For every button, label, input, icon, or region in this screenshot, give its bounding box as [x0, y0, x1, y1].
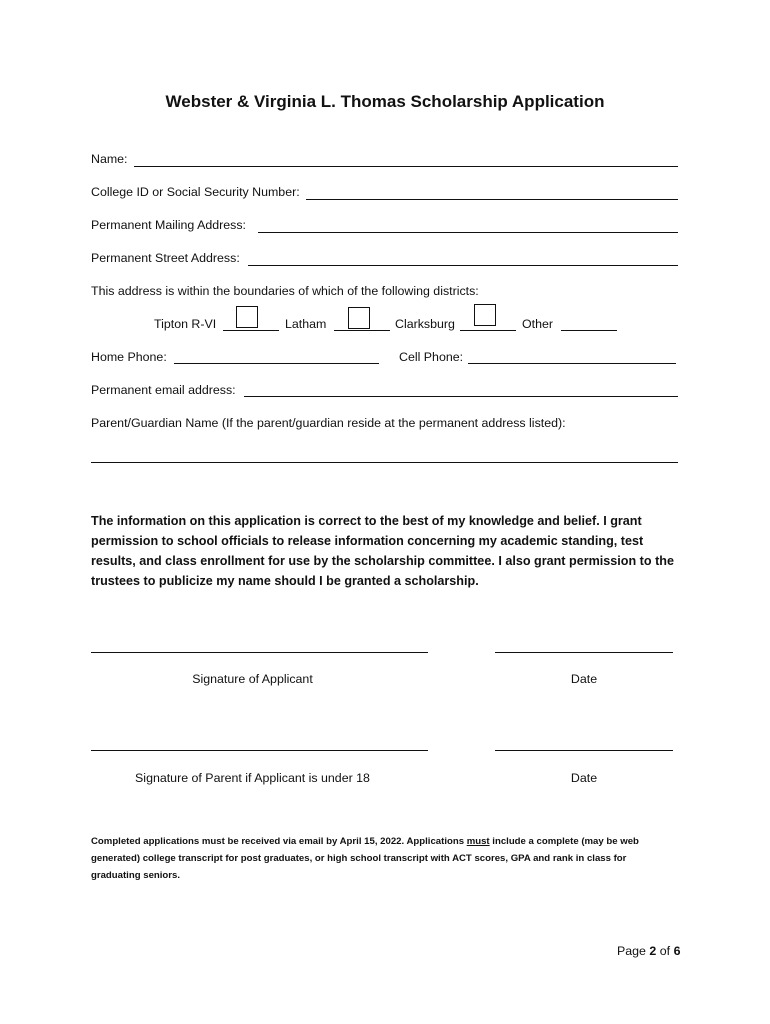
note-emphasis: must [466, 836, 490, 847]
note-text-before: Completed applications must be received via email by April 15, 2022. Applications [91, 836, 467, 847]
college-id-field-line[interactable] [306, 199, 678, 200]
note-text-after: include a complete (may be web generated) college transcript for post graduates, or high school transcript with ACT scores, GPA and rank in class for graduating seniors. [91, 836, 639, 881]
home-phone-label: Home Phone: [91, 350, 167, 364]
applicant-signature-line[interactable] [91, 652, 428, 653]
street-address-label: Permanent Street Address: [91, 251, 240, 265]
name-label: Name: [91, 152, 128, 166]
name-field-line[interactable] [134, 166, 678, 167]
parent-date-caption: Date [570, 771, 598, 785]
cell-phone-field-line[interactable] [468, 363, 676, 364]
district-latham-line [334, 330, 390, 331]
parent-signature-caption: Signature of Parent if Applicant is under 18 [135, 771, 370, 785]
district-other-label: Other [522, 317, 553, 331]
declaration-text: The information on this application is correct to the best of my knowledge and belief. I grant permission to school officials to release information concerning my academic standing, test results, and class enrollment for use by the scholarship committee. I also grant permission to the trustees to publicize my name should I be granted a scholarship. [91, 514, 674, 588]
current-page: 2 [649, 944, 657, 958]
district-tipton-checkbox[interactable] [236, 306, 258, 328]
college-id-label: College ID or Social Security Number: [91, 185, 300, 199]
guardian-label: Parent/Guardian Name (If the parent/guardian reside at the permanent address listed): [91, 416, 566, 430]
form-title: Webster & Virginia L. Thomas Scholarship Application [165, 92, 605, 111]
district-latham-checkbox[interactable] [348, 307, 370, 329]
district-clarksburg-checkbox[interactable] [474, 304, 496, 326]
street-address-field-line[interactable] [248, 265, 678, 266]
cell-phone-label: Cell Phone: [399, 350, 464, 364]
district-latham-label: Latham [285, 317, 327, 331]
email-label: Permanent email address: [91, 383, 236, 397]
of-label: of [659, 944, 671, 958]
home-phone-field-line[interactable] [174, 363, 379, 364]
total-pages: 6 [673, 944, 681, 958]
district-clarksburg-label: Clarksburg [395, 317, 455, 331]
parent-signature-line[interactable] [91, 750, 428, 751]
district-clarksburg-line [460, 330, 516, 331]
applicant-signature-caption: Signature of Applicant [192, 672, 313, 686]
district-other-field-line[interactable] [561, 330, 617, 331]
applicant-date-line[interactable] [495, 652, 673, 653]
email-field-line[interactable] [244, 396, 678, 397]
mailing-address-field-line[interactable] [258, 232, 678, 233]
submission-note [91, 833, 671, 884]
mailing-address-label: Permanent Mailing Address: [91, 218, 246, 232]
parent-date-line[interactable] [495, 750, 673, 751]
page-label: Page [617, 944, 646, 958]
applicant-date-caption: Date [570, 672, 598, 686]
page-number [617, 944, 680, 958]
districts-question: This address is within the boundaries of which of the following districts: [91, 284, 479, 298]
district-tipton-label: Tipton R-VI [154, 317, 217, 331]
guardian-field-line[interactable] [91, 462, 678, 463]
district-tipton-line [223, 330, 279, 331]
